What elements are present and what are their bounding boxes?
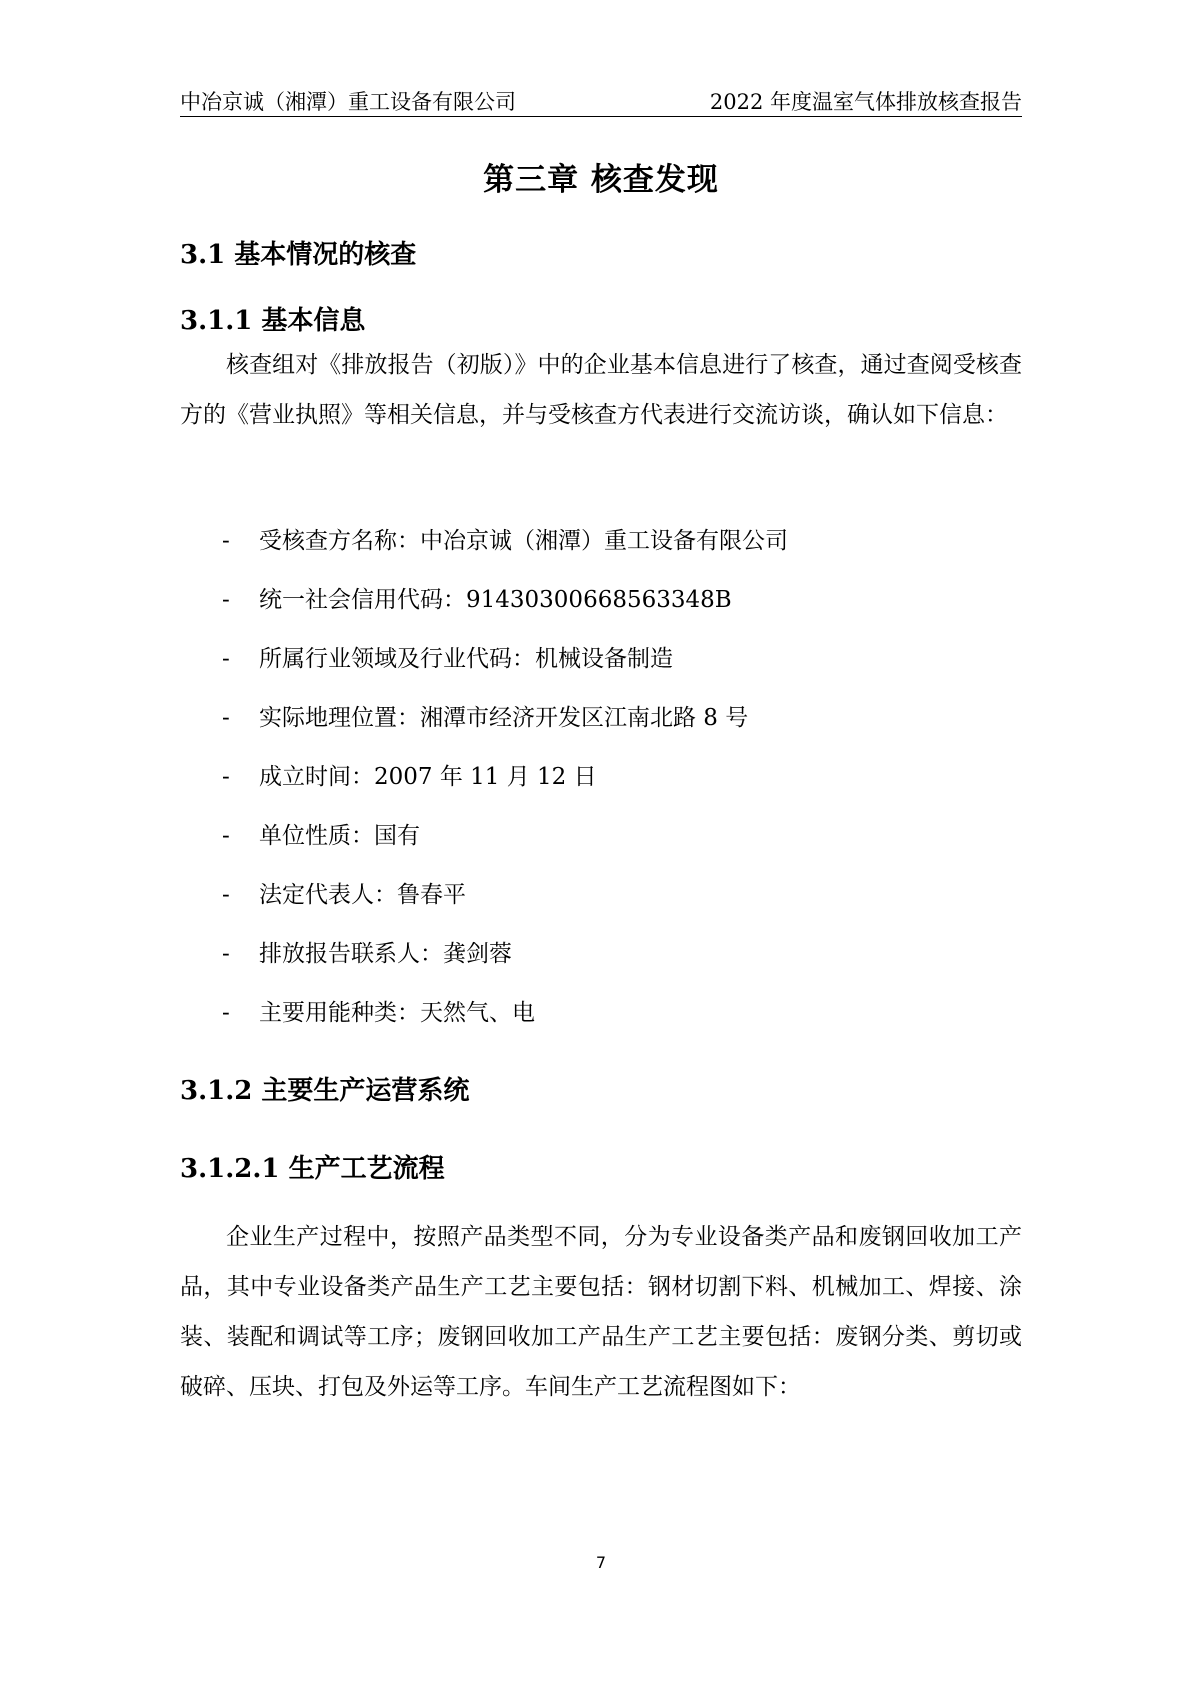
info-item-text: 实际地理位置：湘潭市经济开发区江南北路 8 号 [259,705,749,731]
bullet-marker: - [222,823,230,849]
list-item [180,523,1022,582]
section-heading-3-1: 3.1 基本情况的核查 [180,240,417,270]
list-item [180,995,1022,1054]
info-item-text: 受核查方名称：中冶京诚（湘潭）重工设备有限公司 [259,528,788,554]
list-item [180,582,1022,641]
list-item [180,877,1022,936]
section-heading-3-1-2: 3.1.2 主要生产运营系统 [180,1076,470,1106]
page-header [180,84,1022,117]
chapter-title: 第三章 核查发现 [483,162,719,198]
list-item [180,759,1022,818]
bullet-marker: - [222,941,230,967]
info-item-text: 成立时间：2007 年 11 月 12 日 [259,764,597,790]
info-item-text: 主要用能种类：天然气、电 [259,1000,535,1026]
bullet-marker: - [222,764,230,790]
bullet-marker: - [222,587,230,613]
info-item-text: 单位性质：国有 [259,823,420,849]
list-item [180,936,1022,995]
info-item-text: 所属行业领域及行业代码：机械设备制造 [259,646,673,672]
info-item-text: 法定代表人：鲁春平 [259,882,466,908]
bullet-marker: - [222,646,230,672]
section-heading-3-1-1: 3.1.1 基本信息 [180,306,366,336]
page-number: 7 [595,1553,607,1572]
bullet-marker: - [222,705,230,731]
header-report-title: 2022 年度温室气体排放核查报告 [709,90,1022,114]
intro-paragraph: 核查组对《排放报告（初版）》中的企业基本信息进行了核查，通过查阅受核查方的《营业执照》等相关信息，并与受核查方代表进行交流访谈，确认如下信息： [180,352,1022,428]
basic-info-list [180,523,1022,1054]
bullet-marker: - [222,528,230,554]
bullet-marker: - [222,1000,230,1026]
info-item-text: 统一社会信用代码：91430300668563348B [259,587,732,613]
list-item [180,700,1022,759]
list-item [180,641,1022,700]
header-company: 中冶京诚（湘潭）重工设备有限公司 [180,90,516,114]
bullet-marker: - [222,882,230,908]
info-item-text: 排放报告联系人：龚剑蓉 [259,941,512,967]
list-item [180,818,1022,877]
section-heading-3-1-2-1: 3.1.2.1 生产工艺流程 [180,1154,445,1184]
process-paragraph: 企业生产过程中，按照产品类型不同，分为专业设备类产品和废钢回收加工产品，其中专业设备类产品生产工艺主要包括：钢材切割下料、机械加工、焊接、涂装、装配和调试等工序；废钢回收加工产品生产工艺主要包括：废钢分类、剪切或破碎、压块、打包及外运等工序。车间生产工艺流程图如下： [180,1224,1022,1400]
